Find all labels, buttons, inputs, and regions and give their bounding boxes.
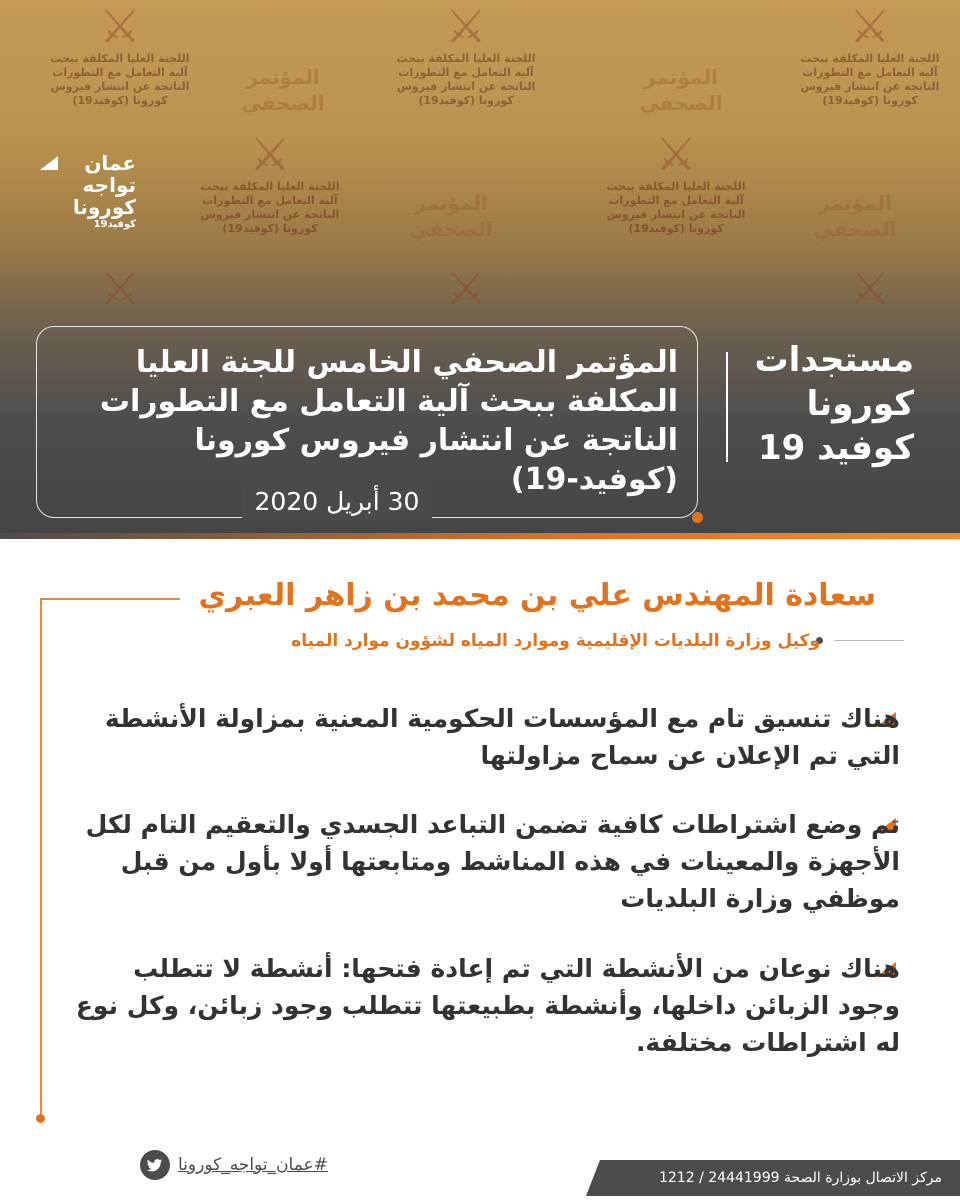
watermark-emblem	[790, 0, 950, 108]
conference-date: 30 أبريل 2020	[242, 484, 432, 520]
oman-emblem-icon: ⚔	[445, 0, 487, 53]
watermark-emblem	[190, 128, 350, 236]
brand-triangle-icon	[40, 156, 58, 170]
frame-dot-icon	[36, 1114, 45, 1123]
content-frame-line	[40, 598, 180, 600]
oman-emblem-icon: ⚔	[849, 261, 891, 315]
oman-emblem-icon: ⚔	[849, 0, 891, 53]
hotline-edge	[586, 1160, 600, 1196]
watermark-committee: اللجنة العليا المكلفة ببحث آلية التعامل مع التطورات الناتجة عن انتشار فيروس كورونا (كوفيد19)	[606, 180, 746, 235]
watermark-conference: المؤتمر الصحفي	[639, 65, 723, 115]
side-heading: مستجدات كورونا كوفيد 19	[754, 340, 914, 468]
watermark-conference: المؤتمر الصحفي	[409, 191, 493, 241]
list-item: هناك نوعان من الأنشطة التي تم إعادة فتحها: أنشطة لا تتطلب وجود الزبائن داخلها، وأنشطة بطبيعتها تتطلب وجود زبائن، وكل نوع له اشتراطات مختلفة.	[75, 954, 900, 1057]
header-accent-line	[0, 533, 960, 539]
watermark-committee: اللجنة العليا المكلفة ببحث آلية التعامل مع التطورات الناتجة عن انتشار فيروس كورونا (كوفيد19)	[800, 52, 940, 107]
role-divider	[834, 640, 904, 641]
frame-dot-icon	[692, 512, 703, 523]
watermark-emblem	[386, 0, 546, 108]
watermark-emblem	[790, 262, 950, 314]
watermark-committee: اللجنة العليا المكلفة ببحث آلية التعامل مع التطورات الناتجة عن انتشار فيروس كورونا (كوفيد19)	[200, 180, 340, 235]
watermark-emblem	[386, 262, 546, 314]
list-item: هناك تنسيق تام مع المؤسسات الحكومية المعنية بمزاولة الأنشطة التي تم الإعلان عن سماح مزاولتها	[104, 704, 900, 770]
hotline-bar: مركز الاتصال بوزارة الصحة 24441999 / 1212	[600, 1160, 960, 1196]
watermark-committee: اللجنة العليا المكلفة ببحث آلية التعامل مع التطورات الناتجة عن انتشار فيروس كورونا (كوفيد19)	[50, 52, 190, 107]
twitter-icon	[140, 1150, 170, 1180]
oman-emblem-icon: ⚔	[99, 261, 141, 315]
watermark-emblem	[40, 0, 200, 108]
list-item: تم وضع اشتراطات كافية تضمن التباعد الجسدي والتعقيم التام لكل الأجهزة والمعينات في هذه المناشط ومتابعتها أولا بأول من قبل موظفي وزارة البلديات	[85, 810, 900, 913]
watermark-emblem	[596, 128, 756, 236]
title-divider	[726, 352, 728, 462]
watermark-emblem	[40, 262, 200, 314]
oman-emblem-icon: ⚔	[655, 127, 697, 181]
oman-emblem-icon: ⚔	[249, 127, 291, 181]
speaker-name: سعادة المهندس علي بن محمد بن زاهر العبري	[198, 578, 876, 613]
watermark-conference: المؤتمر الصحفي	[241, 65, 325, 115]
page-title: المؤتمر الصحفي الخامس للجنة العليا المكلفة ببحث آلية التعامل مع التطورات الناتجة عن انتشار فيروس كورونا (كوفيد-19)	[99, 345, 678, 497]
oman-emblem-icon: ⚔	[99, 0, 141, 53]
brand-logo: عمان تواجه كورونا كوفيد19	[26, 152, 136, 232]
content-frame-line	[40, 598, 42, 1118]
hashtag-link[interactable]: #عمان_تواجه_كورونا	[178, 1155, 328, 1175]
oman-emblem-icon: ⚔	[445, 261, 487, 315]
watermark-committee: اللجنة العليا المكلفة ببحث آلية التعامل مع التطورات الناتجة عن انتشار فيروس كورونا (كوفيد19)	[396, 52, 536, 107]
watermark-conference: المؤتمر الصحفي	[813, 191, 897, 241]
speaker-role: وكيل وزارة البلديات الإقليمية وموارد المياه لشؤون موارد المياه	[291, 631, 820, 651]
